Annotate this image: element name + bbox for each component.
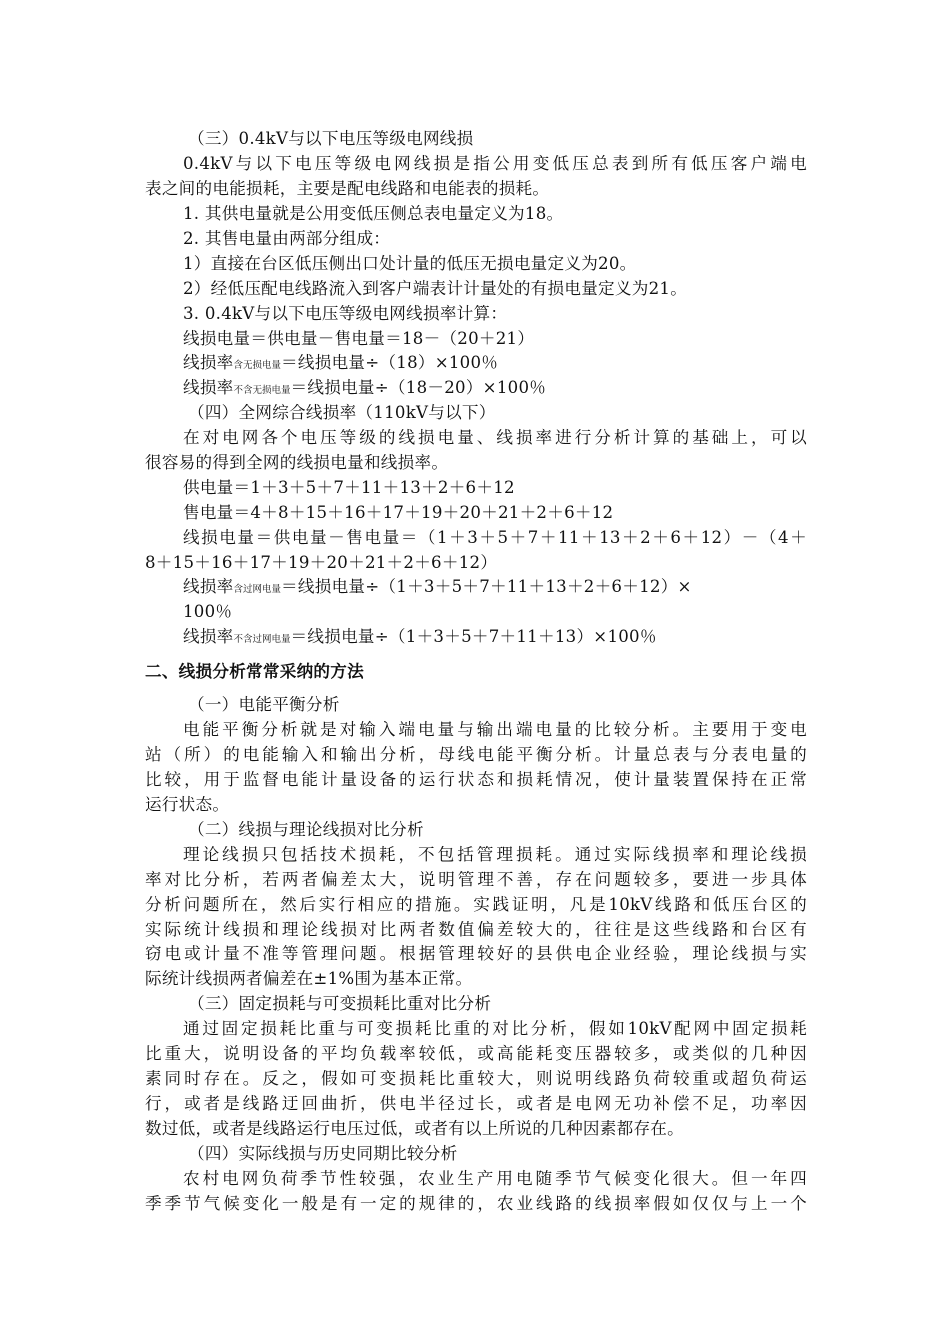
subsection-heading: （一）电能平衡分析: [188, 695, 340, 714]
formula-subscript: 含无损电量: [233, 360, 282, 371]
formula-line: 线损率含无损电量＝线损电量÷（18）×100％: [183, 353, 499, 372]
list-item: 2）经低压配电线路流入到客户端表计计量处的有损电量定义为21。: [183, 279, 688, 298]
list-item: 1）直接在台区低压侧出口处计量的低压无损电量定义为20。: [183, 254, 637, 273]
paragraph-line: 实际统计线损和理论线损对比两者数值偏差较大的，往往是这些线路和台区有: [145, 920, 807, 939]
paragraph-line: 电能平衡分析就是对输入端电量与输出端电量的比较分析。主要用于变电: [183, 720, 807, 739]
paragraph-line: 分析问题所在，然后实行相应的措施。实践证明，凡是10kV线路和低压台区的: [145, 895, 807, 914]
subsection-heading: （四）实际线损与历史同期比较分析: [188, 1144, 458, 1163]
formula-line: 线损电量＝供电量－售电量＝18－（20＋21）: [183, 329, 535, 348]
paragraph-line: 在对电网各个电压等级的线损电量、线损率进行分析计算的基础上，可以: [183, 428, 807, 447]
paragraph-line: 农村电网负荷季节性较强，农业生产用电随季节气候变化很大。但一年四: [183, 1169, 807, 1188]
formula-subscript: 不含无损电量: [233, 385, 291, 396]
formula-line: 线损率含过网电量＝线损电量÷（1＋3＋5＋7＋11＋13＋2＋6＋12）×: [183, 577, 692, 596]
formula-subscript: 含过网电量: [233, 584, 282, 595]
paragraph-line: 0.4kV与以下电压等级电网线损是指公用变低压总表到所有低压客户端电: [183, 154, 807, 173]
paragraph-line: 很容易的得到全网的线损电量和线损率。: [145, 453, 449, 472]
paragraph-line: 理论线损只包括技术损耗，不包括管理损耗。通过实际线损率和理论线损: [183, 845, 807, 864]
formula-line: 线损率不含过网电量＝线损电量÷（1＋3＋5＋7＋11＋13）×100％: [183, 627, 657, 646]
list-item: 3. 0.4kV与以下电压等级电网线损率计算：: [183, 304, 508, 323]
formula-line: 8＋15＋16＋17＋19＋20＋21＋2＋6＋12）: [145, 553, 498, 572]
subsection-heading: （四）全网综合线损率（110kV与以下）: [188, 403, 496, 422]
list-item: 2. 其售电量由两部分组成：: [183, 229, 391, 248]
list-item: 1. 其供电量就是公用变低压侧总表电量定义为18。: [183, 204, 564, 223]
paragraph-line: 际统计线损两者偏差在±1%围为基本正常。: [145, 969, 473, 988]
formula-line: 线损率不含无损电量＝线损电量÷（18－20）×100％: [183, 378, 547, 397]
paragraph-line: 比重大，说明设备的平均负载率较低，或高能耗变压器较多，或类似的几种因: [145, 1044, 807, 1063]
paragraph-line: 素同时存在。反之，假如可变损耗比重较大，则说明线路负荷较重或超负荷运: [145, 1069, 807, 1088]
paragraph-line: 运行状态。: [145, 795, 230, 814]
subsection-heading: （三）固定损耗与可变损耗比重对比分析: [188, 994, 492, 1013]
paragraph-line: 表之间的电能损耗，主要是配电线路和电能表的损耗。: [145, 179, 550, 198]
formula-line: 供电量＝1＋3＋5＋7＋11＋13＋2＋6＋12: [183, 478, 515, 497]
paragraph-line: 站（所）的电能输入和输出分析，母线电能平衡分析。计量总表与分表电量的: [145, 745, 807, 764]
paragraph-line: 数过低，或者是线路运行电压过低，或者有以上所说的几种因素都存在。: [145, 1119, 684, 1138]
paragraph-line: 窃电或计量不准等管理问题。根据管理较好的县供电企业经验，理论线损与实: [145, 944, 807, 963]
section-heading: 二、线损分析常常采纳的方法: [145, 662, 364, 681]
paragraph-line: 比较，用于监督电能计量设备的运行状态和损耗情况，使计量装置保持在正常: [145, 770, 807, 789]
subsection-heading: （二）线损与理论线损对比分析: [188, 820, 424, 839]
paragraph-line: 通过固定损耗比重与可变损耗比重的对比分析，假如10kV配网中固定损耗: [183, 1019, 807, 1038]
formula-subscript: 不含过网电量: [233, 634, 291, 645]
formula-line: 售电量＝4＋8＋15＋16＋17＋19＋20＋21＋2＋6＋12: [183, 503, 614, 522]
paragraph-line: 率对比分析，若两者偏差太大，说明管理不善，存在问题较多，要进一步具体: [145, 870, 807, 889]
subsection-heading: （三）0.4kV与以下电压等级电网线损: [188, 129, 474, 148]
paragraph-line: 季季节气候变化一般是有一定的规律的，农业线路的线损率假如仅仅与上一个: [145, 1194, 807, 1213]
paragraph-line: 行，或者是线路迂回曲折，供电半径过长，或者是电网无功补偿不足，功率因: [145, 1094, 807, 1113]
formula-line: 线损电量＝供电量－售电量＝（1＋3＋5＋7＋11＋13＋2＋6＋12）－（4＋: [183, 528, 807, 547]
formula-line: 100％: [183, 602, 233, 621]
